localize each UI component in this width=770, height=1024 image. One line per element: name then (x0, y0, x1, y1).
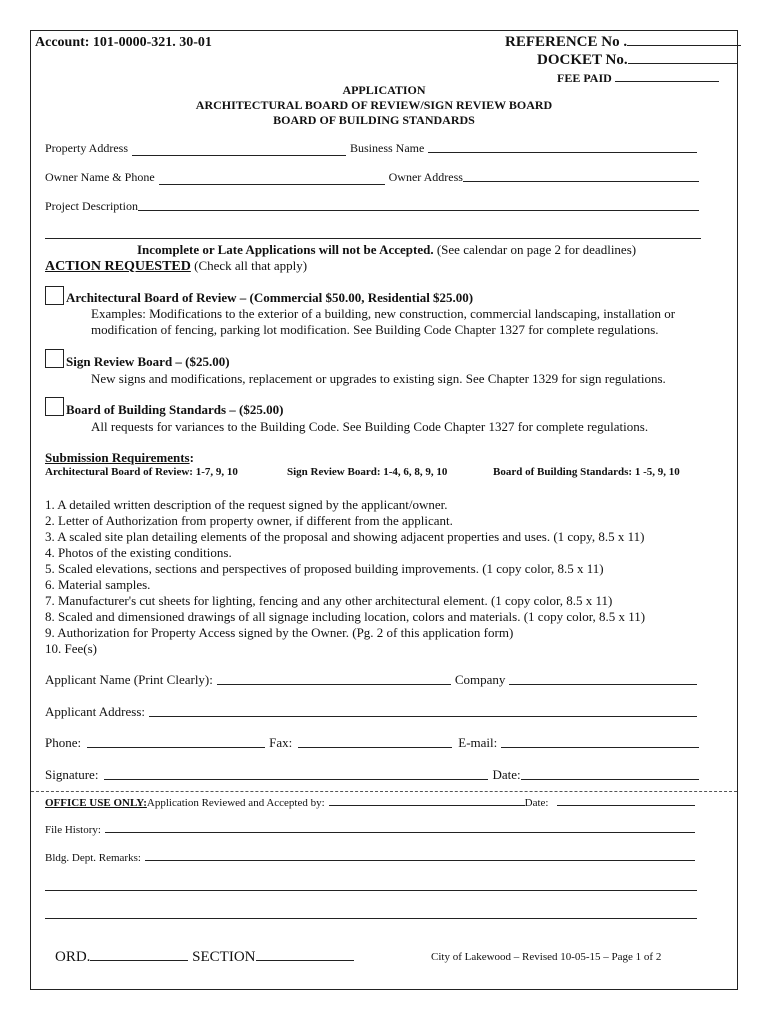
abr-description-1: Examples: Modifications to the exterior of a building, new construction, commercial landscaping, installation or (91, 306, 676, 321)
fax-label: Fax: (269, 735, 293, 750)
remarks-field[interactable] (145, 859, 695, 861)
reviewed-by-label: Application Reviewed and Accepted by: (146, 797, 325, 809)
form-border (30, 30, 738, 990)
owner-address-label: Owner Address (388, 170, 463, 184)
phone-field[interactable] (87, 746, 265, 748)
property-business-row (45, 141, 701, 156)
file-history-field[interactable] (105, 831, 695, 833)
fax-field[interactable] (298, 746, 452, 748)
fee-paid-label: FEE PAID (557, 71, 719, 86)
title-boards: ARCHITECTURAL BOARD OF REVIEW/SIGN REVIEW BOARD (195, 98, 553, 112)
docket-number-label: DOCKET No. (537, 52, 738, 69)
submission-bbs: Board of Building Standards: 1 -5, 9, 10 (493, 466, 680, 478)
signature-label: Signature: (45, 767, 99, 782)
abr-description-2: modification of fencing, parking lot modification. See Building Code Chapter 1327 for complete regulations. (91, 322, 659, 337)
applicant-name-row (45, 672, 701, 688)
srb-option-label: Sign Review Board – ($25.00) (66, 354, 230, 369)
file-history-row (45, 824, 699, 836)
requirement-item: 6. Material samples. (45, 577, 151, 592)
office-use-row (45, 797, 699, 809)
project-description-line-2[interactable] (45, 238, 701, 239)
company-field[interactable] (509, 683, 697, 685)
owner-row (45, 170, 703, 185)
project-description-field[interactable] (138, 209, 699, 211)
remarks-row (45, 852, 699, 864)
remarks-line-3[interactable] (45, 918, 697, 919)
company-label: Company (454, 672, 506, 687)
applicant-name-label: Applicant Name (Print Clearly): (45, 672, 213, 687)
srb-description: New signs and modifications, replacement or upgrades to existing sign. See Chapter 1329 for sign regulations. (91, 371, 666, 386)
email-label: E-mail: (458, 735, 498, 750)
requirement-item: 10. Fee(s) (45, 641, 97, 656)
date-label: Date: (492, 767, 521, 782)
requirement-item: 4. Photos of the existing conditions. (45, 545, 232, 560)
applicant-name-field[interactable] (217, 683, 451, 685)
owner-name-phone-label: Owner Name & Phone (45, 170, 155, 184)
abr-option-label: Architectural Board of Review – (Commercial $50.00, Residential $25.00) (66, 290, 474, 305)
project-description-row (45, 199, 703, 214)
office-date-field[interactable] (557, 804, 696, 806)
requirements-list (45, 497, 645, 657)
contact-row (45, 735, 703, 751)
property-address-field[interactable] (132, 154, 346, 156)
owner-name-phone-field[interactable] (159, 183, 385, 185)
signature-row (45, 767, 703, 783)
requirement-item: 3. A scaled site plan detailing elements of the proposal and showing adjacent properties and uses. (1 copy, 8.5 x 11) (45, 529, 645, 544)
bbs-checkbox[interactable] (45, 397, 64, 416)
ordinance-section: ORD. SECTION (55, 949, 354, 966)
submission-abr: Architectural Board of Review: 1-7, 9, 10 (45, 466, 238, 478)
srb-checkbox[interactable] (45, 349, 64, 368)
owner-address-field[interactable] (463, 180, 699, 182)
office-use-label: OFFICE USE ONLY: (45, 797, 147, 809)
bbs-option-label: Board of Building Standards – ($25.00) (66, 402, 284, 417)
requirement-item: 1. A detailed written description of the request signed by the applicant/owner. (45, 497, 448, 512)
property-address-label: Property Address (45, 141, 128, 155)
submission-requirements-heading: Submission Requirements: (45, 450, 194, 465)
abr-checkbox[interactable] (45, 286, 64, 305)
file-history-label: File History: (45, 824, 101, 836)
action-requested-heading: ACTION REQUESTED (Check all that apply) (45, 258, 308, 274)
signature-field[interactable] (104, 778, 488, 780)
requirement-item: 5. Scaled elevations, sections and perspectives of proposed building improvements. (1 copy color, 8.5 x 11) (45, 561, 604, 576)
title-building-standards: BOARD OF BUILDING STANDARDS (273, 113, 475, 127)
applicant-address-row (45, 704, 701, 720)
requirement-item: 2. Letter of Authorization from property owner, if different from the applicant. (45, 513, 453, 528)
reviewed-by-field[interactable] (329, 804, 525, 806)
submission-srb: Sign Review Board: 1-4, 6, 8, 9, 10 (287, 466, 448, 478)
remarks-line-2[interactable] (45, 890, 697, 891)
reference-number-label: REFERENCE No . (505, 34, 741, 51)
requirement-item: 9. Authorization for Property Access signed by the Owner. (Pg. 2 of this application form) (45, 625, 514, 640)
requirement-item: 7. Manufacturer's cut sheets for lighting, fencing and any other architectural element. (1 copy color, 8.5 x 11) (45, 593, 613, 608)
account-number: Account: 101-0000-321. 30-01 (35, 35, 212, 50)
title-application: APPLICATION (342, 83, 426, 97)
late-application-notice: Incomplete or Late Applications will not be Accepted. (See calendar on page 2 for deadlines) (137, 242, 637, 257)
office-use-divider (31, 791, 737, 792)
date-field[interactable] (521, 778, 699, 780)
applicant-address-field[interactable] (149, 715, 697, 717)
project-description-label: Project Description (45, 199, 138, 213)
office-date-label: Date: (524, 797, 549, 809)
business-name-label: Business Name (350, 141, 425, 155)
requirement-item: 8. Scaled and dimensioned drawings of all signage including location, colors and materials. (1 copy color, 8.5 x 11) (45, 609, 646, 624)
remarks-label: Bldg. Dept. Remarks: (45, 852, 141, 864)
applicant-address-label: Applicant Address: (45, 704, 146, 719)
phone-label: Phone: (45, 735, 82, 750)
business-name-field[interactable] (428, 151, 697, 153)
email-field[interactable] (501, 746, 699, 748)
revision-footer: City of Lakewood – Revised 10-05-15 – Page 1 of 2 (431, 951, 662, 963)
bbs-description: All requests for variances to the Building Code. See Building Code Chapter 1327 for complete regulations. (91, 419, 649, 434)
